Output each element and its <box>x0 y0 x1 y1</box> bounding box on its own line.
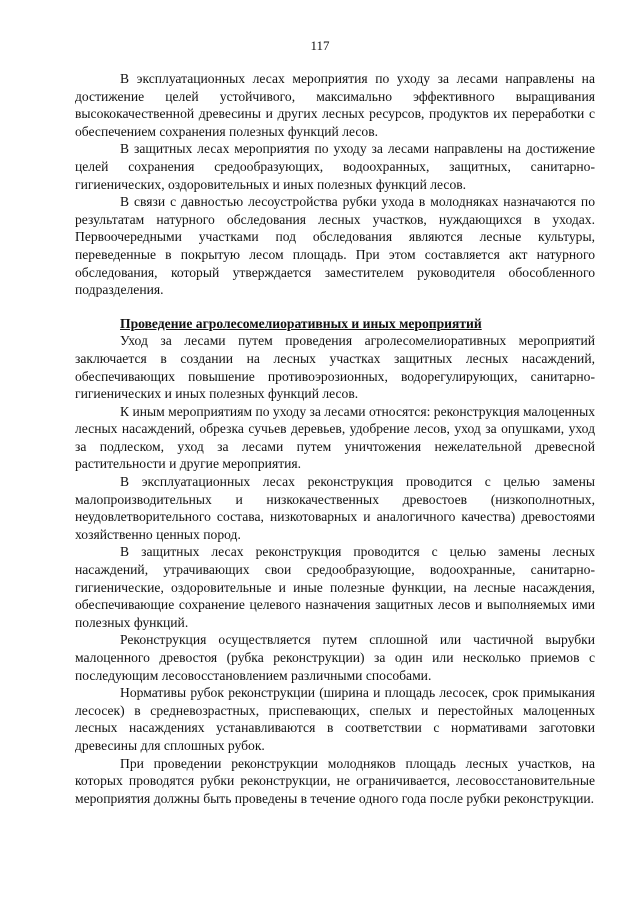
paragraph: В связи с давностью лесоустройства рубки ухода в молодняках назначаются по результатам натурного обследования лесных участков, нуждающихся в уходах. Первоочередными участками под обследования являются лесные культуры, переведенные в покрытую лесом площадь. При этом составляется акт натурного обследования, который утверждается заместителем руководителя обособленного подразделения. <box>75 194 595 298</box>
paragraph: В эксплуатационных лесах реконструкция проводится с целью замены малопроизводительных и низкокачественных древостоев (низкополнотных, неудовлетворительного состава, низкотоварных и аналогичного качества) древостоями хозяйственно ценных пород. <box>75 474 595 542</box>
paragraph: При проведении реконструкции молодняков площадь лесных участков, на которых проводятся рубки реконструкции, не ограничивается, лесовосстановительные мероприятия должны быть проведены в течение одного года после рубки реконструкции. <box>75 755 595 806</box>
paragraph: К иным мероприятиям по уходу за лесами относятся: реконструкция малоценных лесных насаждений, обрезка сучьев деревьев, удобрение лесов, уход за опушками, уход за подлеском, уход за лесами путем уничтожения нежелательной древесной растительности и другие мероприятия. <box>75 403 596 472</box>
paragraph: Нормативы рубок реконструкции (ширина и площадь лесосек, срок примыкания лесосек) в средневозрастных, приспевающих, спелых и перестойных малоценных лесных насаждениях устанавливаются в соответствии с нормативами заготовки древесины для сплошных рубок. <box>75 685 595 753</box>
page-number: 117 <box>310 38 330 53</box>
section-heading: Проведение агролесомелиоративных и иных мероприятий <box>120 315 482 331</box>
page-content <box>75 70 595 807</box>
paragraph: В защитных лесах мероприятия по уходу за лесами направлены на достижение целей сохранения средообразующих, водоохранных, защитных, санитарно-гигиенических, оздоровительных и иных полезных функций лесов. <box>75 141 595 192</box>
paragraph: Уход за лесами путем проведения агролесомелиоративных мероприятий заключается в создании на лесных участках защитных лесных насаждений, обеспечивающих повышение противоэрозионных, водорегулирующих, санитарно-гигиенических и иных полезных функций лесов. <box>75 333 595 402</box>
paragraph: Реконструкция осуществляется путем сплошной или частичной вырубки малоценного древостоя (рубка реконструкции) за один или несколько приемов с последующим лесовосстановлением различными способами. <box>75 632 595 683</box>
paragraph: В защитных лесах реконструкция проводится с целью замены лесных насаждений, утрачивающих свои средообразующие, водоохранные, санитарно-гигиенические, оздоровительные и иные полезные функции, на лесные насаждения, обеспечивающие сохранение целевого назначения защитных лесов и выполняемых ими полезных функций. <box>75 544 595 630</box>
paragraph: В эксплуатационных лесах мероприятия по уходу за лесами направлены на достижение целей устойчивого, максимально эффективного выращивания высококачественной древесины и других лесных ресурсов, продуктов их переработки с обеспечением сохранения полезных функций лесов. <box>75 71 595 139</box>
